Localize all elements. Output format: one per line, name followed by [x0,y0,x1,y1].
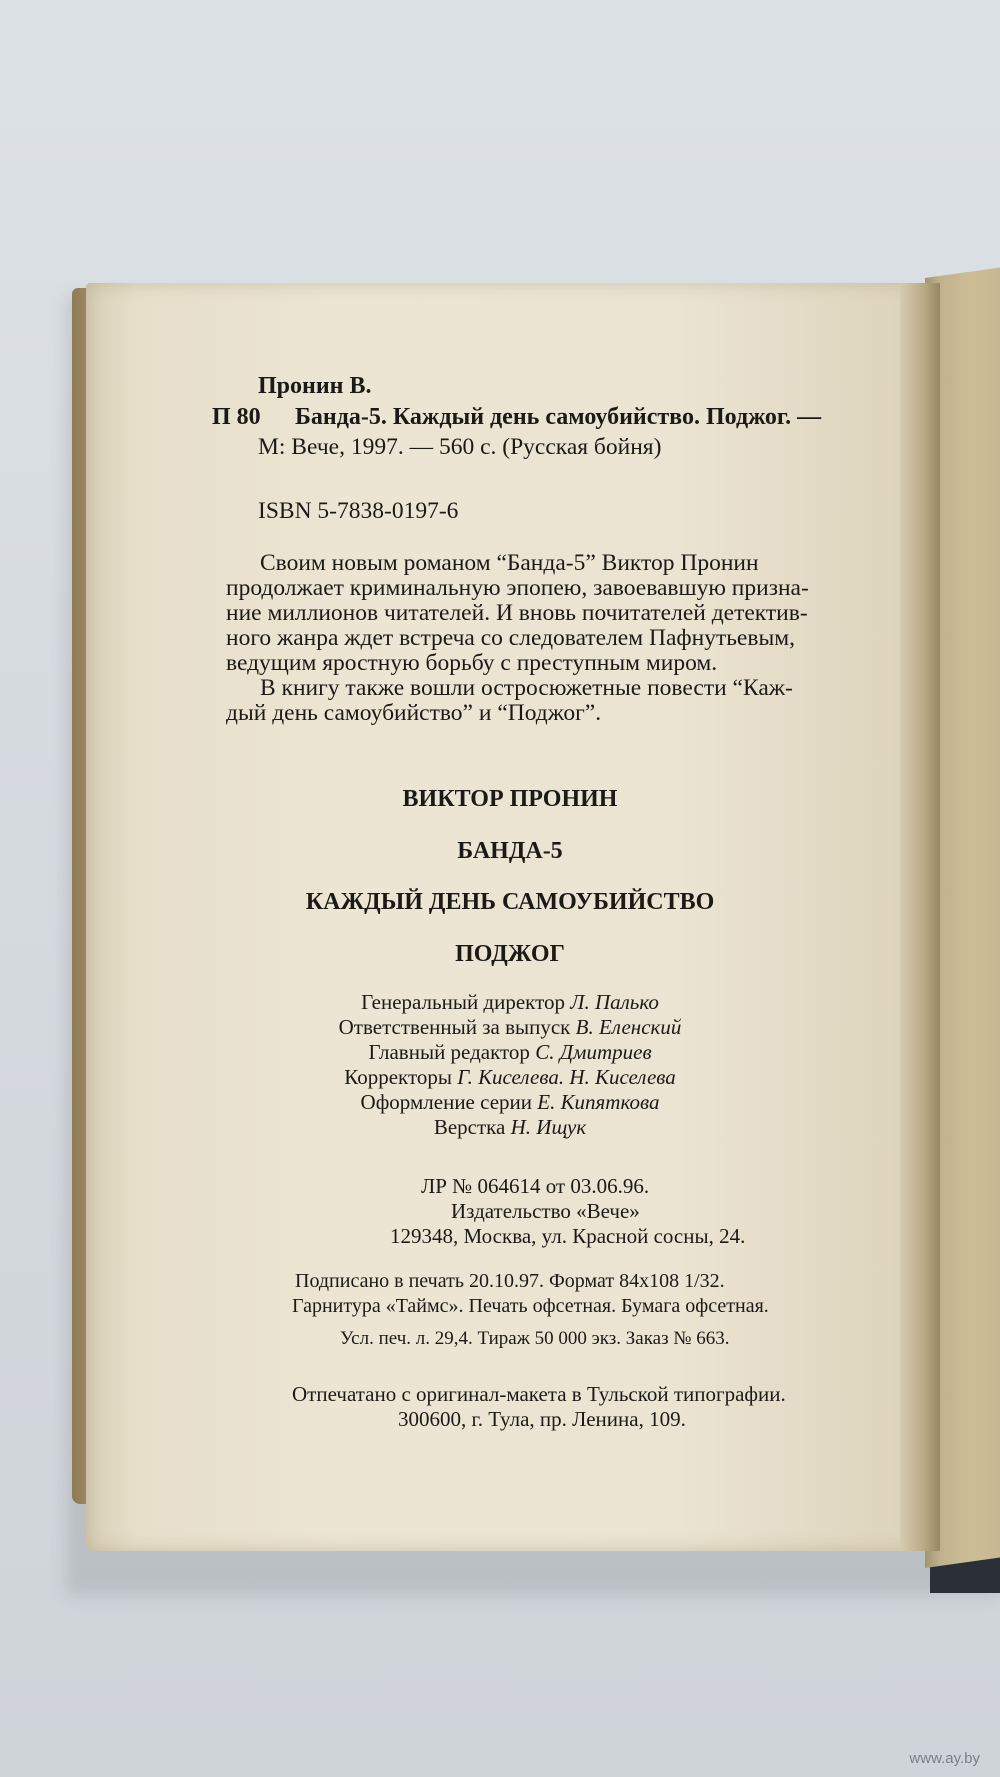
title-book-3: ПОДЖОГ [455,941,565,967]
credit-role: Главный редактор [368,1040,530,1064]
title-book-1: БАНДА-5 [457,838,563,864]
credit-name: Е. Кипяткова [537,1090,660,1114]
print-info-line: Подписано в печать 20.10.97. Формат 84x108 1/32. [295,1270,725,1292]
credit-name: В. Еленский [575,1015,682,1039]
credit-role: Генеральный директор [361,990,565,1014]
credit-line [300,1040,720,1065]
annotation-line: дый день самоубийство” и “Поджог”. [226,700,602,726]
annotation-line: продолжает криминальную эпопею, завоевавшую призна- [226,575,809,601]
annotation-line: ние миллионов читателей. И вновь почитателей детектив- [226,600,808,626]
credit-name: С. Дмитриев [535,1040,652,1064]
title-line: Банда-5. Каждый день самоубийство. Поджог. — [295,404,822,430]
printer-address: 300600, г. Тула, пр. Ленина, 109. [398,1407,686,1431]
credit-role: Корректоры [344,1065,452,1089]
credit-line [300,990,720,1015]
publisher-name: Издательство «Вече» [451,1199,640,1223]
library-code: П 80 [212,404,261,430]
title-book-2: КАЖДЫЙ ДЕНЬ САМОУБИЙСТВО [305,889,715,915]
credit-role: Ответственный за выпуск [338,1015,571,1039]
credit-line [300,1015,720,1040]
printer-line: Отпечатано с оригинал-макета в Тульской типографии. [292,1382,786,1406]
watermark: www.ay.by [909,1750,980,1767]
credit-line [300,1090,720,1115]
credit-name: Г. Киселева. Н. Киселева [457,1065,676,1089]
print-info-line: Усл. печ. л. 29,4. Тираж 50 000 экз. Заказ № 663. [340,1328,730,1349]
credit-line [300,1115,720,1140]
print-info-line: Гарнитура «Таймс». Печать офсетная. Бумага офсетная. [292,1295,769,1317]
credit-line [300,1065,720,1090]
annotation-line: ведущим яростную борьбу с преступным миром. [226,650,718,676]
isbn: ISBN 5-7838-0197-6 [258,498,459,524]
imprint-line: М: Вече, 1997. — 560 с. (Русская бойня) [258,434,662,460]
credit-name: Н. Ищук [510,1115,587,1139]
credit-role: Оформление серии [360,1090,532,1114]
title-author: ВИКТОР ПРОНИН [402,786,618,812]
annotation-line: ного жанра ждет встреча со следователем Пафнутьевым, [226,625,795,651]
license-number: ЛР № 064614 от 03.06.96. [421,1174,650,1198]
annotation-line: Своим новым романом “Банда-5” Виктор Пронин [260,550,759,576]
credit-role: Верстка [433,1115,506,1139]
author-heading: Пронин В. [258,373,372,399]
credit-name: Л. Палько [570,990,659,1014]
publisher-address: 129348, Москва, ул. Красной сосны, 24. [390,1224,746,1248]
annotation-line: В книгу также вошли остросюжетные повести “Каж- [260,675,793,701]
